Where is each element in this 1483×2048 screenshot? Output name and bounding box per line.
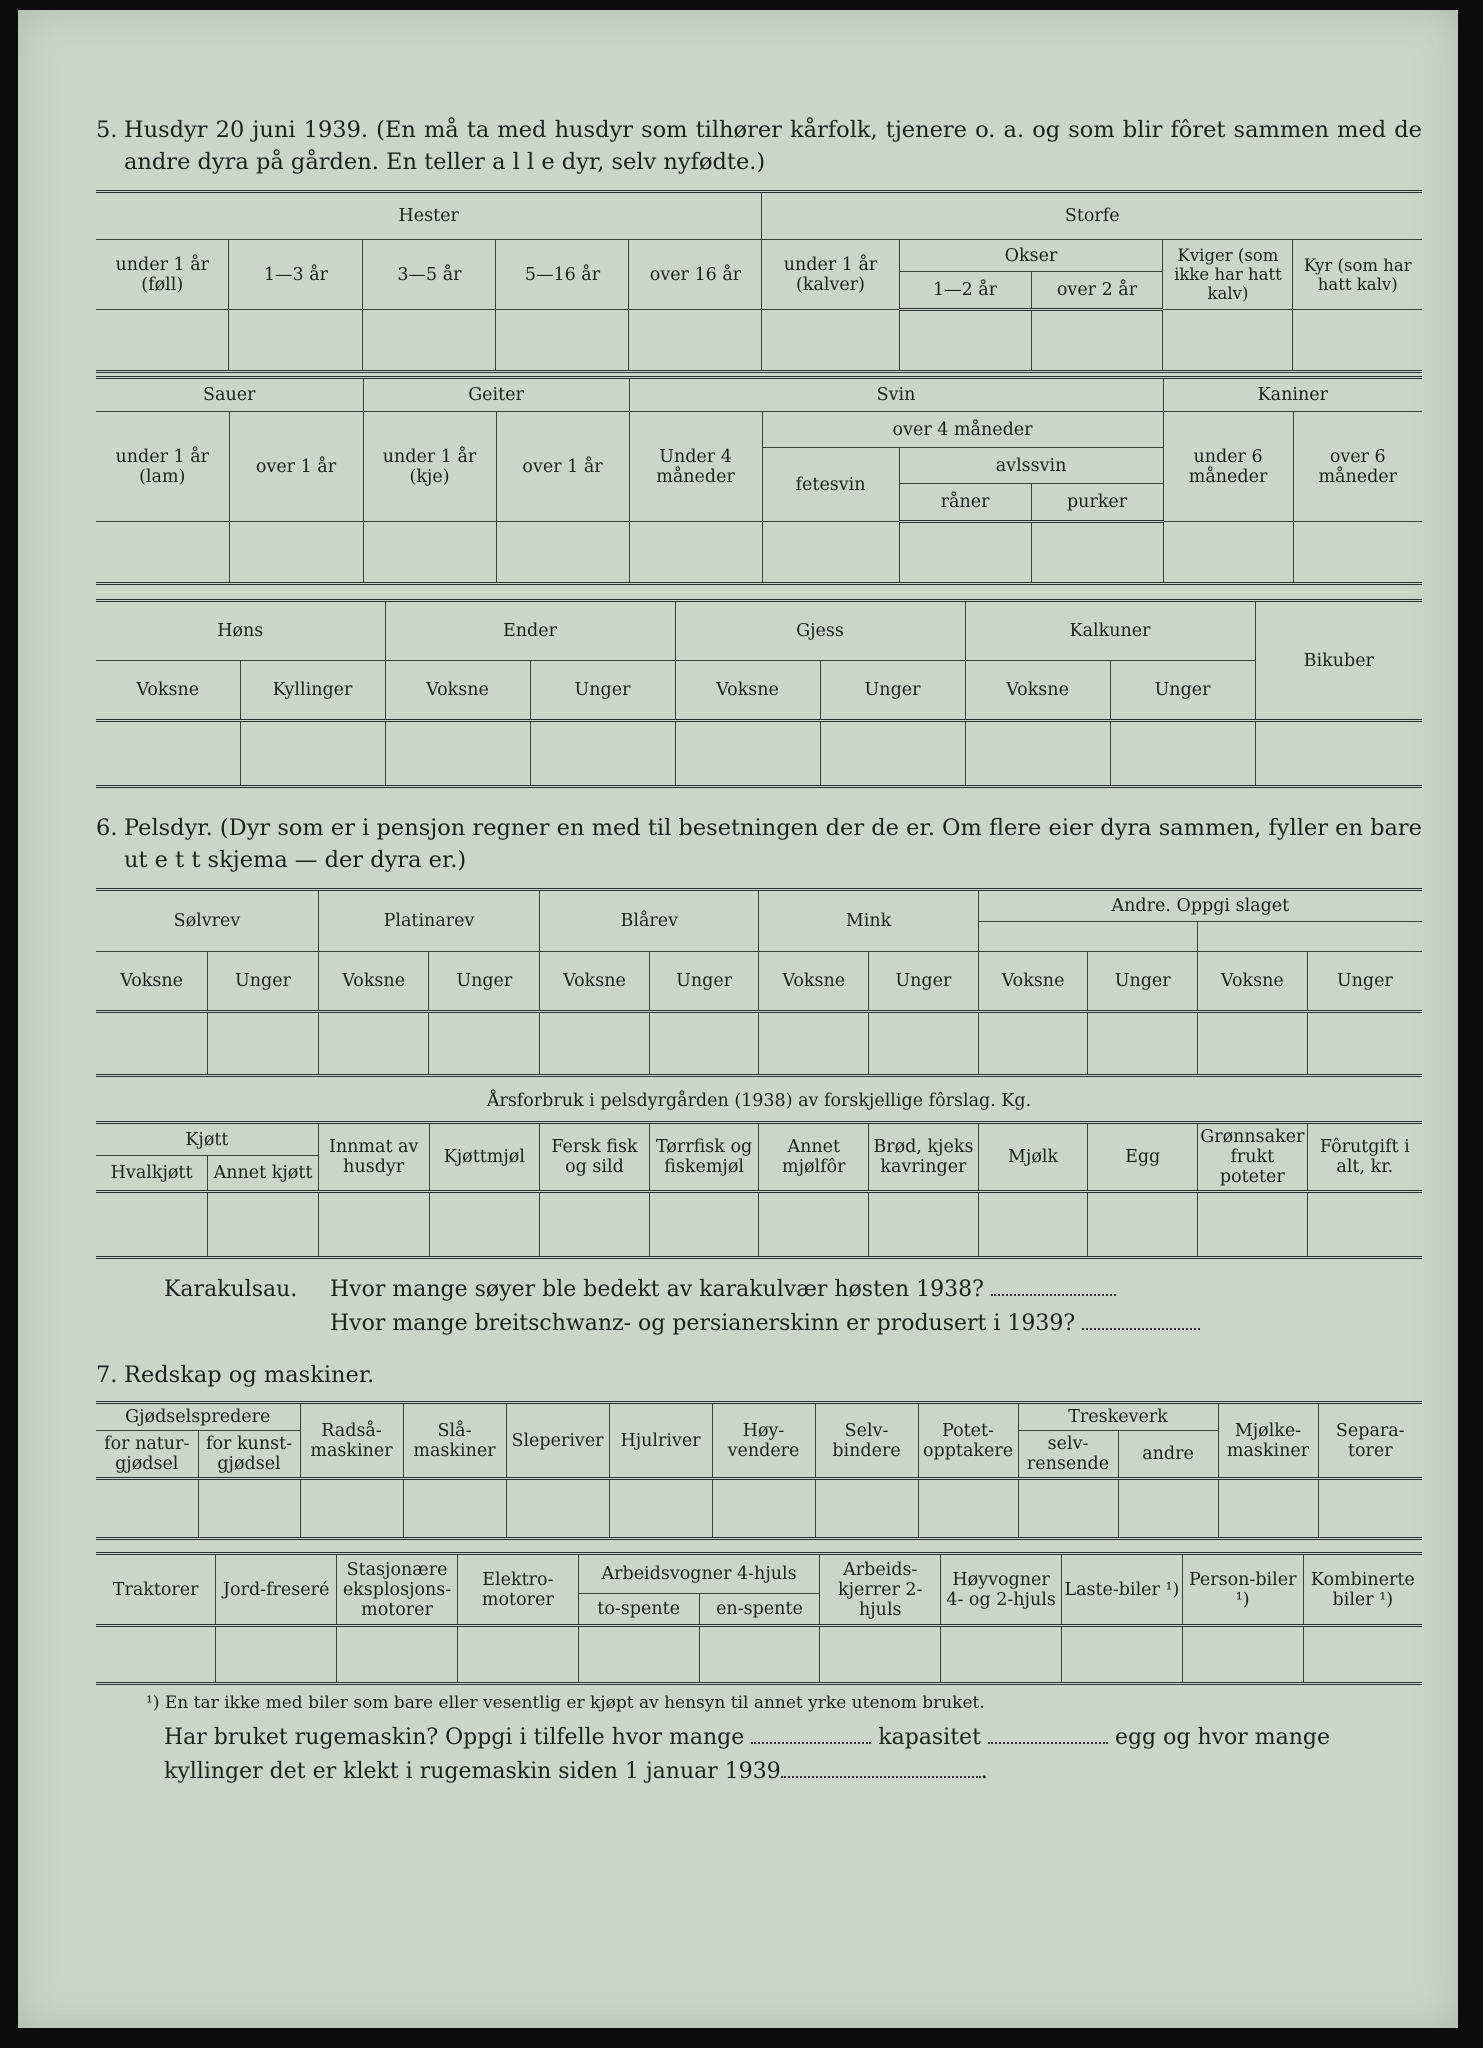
input-cell[interactable] (429, 1012, 540, 1076)
svin-avlssvin: avlssvin (899, 448, 1163, 484)
input-cell[interactable] (337, 1626, 458, 1684)
kjott-annet: Annet kjøtt (208, 1156, 319, 1192)
input-cell[interactable] (229, 310, 363, 372)
pels-voksne: Voksne (978, 952, 1088, 1012)
forbruk-caption: Årsforbruk i pelsdyrgården (1938) av forskjellige fôrslag. Kg. (486, 1091, 1032, 1111)
treskeverk-header: Treskeverk (1018, 1403, 1218, 1431)
input-cell[interactable] (1118, 1479, 1218, 1539)
hester-col-2: 1—3 år (229, 240, 363, 310)
hester-col-5: over 16 år (629, 240, 762, 310)
input-cell[interactable] (229, 522, 363, 584)
pels-unger: Unger (1088, 952, 1198, 1012)
machine-personbiler: Person-biler ¹) (1182, 1554, 1303, 1626)
input-cell[interactable] (759, 1192, 869, 1258)
input-cell[interactable] (96, 1192, 208, 1258)
input-cell[interactable] (1031, 522, 1163, 584)
hester-col-3: 3—5 år (363, 240, 496, 310)
pels-unger: Unger (429, 952, 540, 1012)
svin-fetesvin: fetesvin (762, 448, 899, 522)
input-cell[interactable] (1198, 1192, 1308, 1258)
feed-col-5: Annet mjølfôr (759, 1123, 869, 1192)
input-cell[interactable] (978, 1012, 1088, 1076)
feed-col-10: Fôrutgift i alt, kr. (1307, 1123, 1422, 1192)
feed-col-1: Innmat av husdyr (318, 1123, 429, 1192)
input-cell[interactable] (978, 1192, 1088, 1258)
input-cell[interactable] (1088, 1192, 1198, 1258)
input-cell[interactable] (918, 1479, 1018, 1539)
input-cell[interactable] (899, 310, 1031, 372)
machine-2: Slå-maskiner (403, 1403, 506, 1479)
hester-col-1: under 1 år (føll) (96, 240, 229, 310)
kjott-hval: Hvalkjøtt (96, 1156, 208, 1192)
input-cell[interactable] (318, 1192, 429, 1258)
andre-header: Andre. Oppgi slaget (978, 890, 1422, 922)
table-pelsdyr (96, 888, 1422, 1077)
input-cell[interactable] (815, 1479, 918, 1539)
section-5-number: 5. (96, 117, 118, 143)
kjott-header: Kjøtt (96, 1123, 318, 1156)
rugemaskin-q-d: kyllinger det er klekt i rugemaskin siden 1 januar 1939 (164, 1759, 781, 1784)
machine-4: Hjulriver (609, 1403, 712, 1479)
storfe-header: Storfe (762, 192, 1422, 240)
kaniner-col-2: over 6 måneder (1293, 412, 1422, 522)
hester-col-4: 5—16 år (496, 240, 629, 310)
arbeidsvogner-enspente: en-spente (699, 1594, 820, 1626)
input-cell[interactable] (820, 1626, 941, 1684)
table-redskap-1 (96, 1401, 1422, 1540)
ender-header: Ender (385, 601, 675, 661)
input-cell[interactable] (96, 1626, 216, 1684)
input-cell[interactable] (457, 1626, 578, 1684)
pels-voksne: Voksne (318, 952, 429, 1012)
machine-7: Potet-opptakere (918, 1403, 1018, 1479)
machine-arbeidskjerrer: Arbeids-kjerrer 2-hjuls (820, 1554, 941, 1626)
machine-lastebiler: Laste-biler ¹) (1061, 1554, 1182, 1626)
pels-voksne: Voksne (540, 952, 650, 1012)
machine-3: Sleperiver (506, 1403, 609, 1479)
svin-over4: over 4 måneder (762, 412, 1163, 448)
input-cell[interactable] (759, 1012, 869, 1076)
input-cell[interactable] (629, 522, 762, 584)
input-cell[interactable] (699, 1626, 820, 1684)
form-content (96, 114, 1422, 1789)
machine-traktorer: Traktorer (96, 1554, 216, 1626)
svin-header: Svin (629, 378, 1163, 412)
input-cell[interactable] (1061, 1626, 1182, 1684)
input-cell[interactable] (1198, 1012, 1308, 1076)
input-cell[interactable] (609, 1479, 712, 1539)
table-hester-storfe (96, 190, 1422, 373)
karakul-question-1: Hvor mange søyer ble bedekt av karakulvær høsten 1938? (330, 1277, 984, 1302)
hons-kyllinger: Kyllinger (240, 661, 385, 721)
input-cell[interactable] (240, 721, 385, 787)
section-7-heading (96, 1359, 1422, 1391)
gjess-voksne: Voksne (675, 661, 820, 721)
treskeverk-andre: andre (1118, 1431, 1218, 1479)
input-cell[interactable] (1182, 1626, 1303, 1684)
rugemaskin-line-1 (164, 1721, 1422, 1755)
sauer-header: Sauer (96, 378, 363, 412)
table-forbruk (96, 1121, 1422, 1259)
section-5-text: Husdyr 20 juni 1939. (En må ta med husdyr som tilhører kårfolk, tjenere o. a. og som blir fôret sammen med de andre dyra på gården. En teller a l l e dyr, selv nyfødte.) (124, 117, 1422, 175)
karakul-question-2: Hvor mange breitschwanz- og persianerskinn er produsert i 1939? (330, 1311, 1076, 1336)
input-cell[interactable] (1293, 310, 1422, 372)
input-cell[interactable] (403, 1479, 506, 1539)
geiter-header: Geiter (363, 378, 629, 412)
rugemaskin-q-b: kapasitet (878, 1725, 981, 1750)
machine-jordfreser: Jord-freseré (216, 1554, 337, 1626)
pels-unger: Unger (208, 952, 319, 1012)
blarev-header: Blårev (540, 890, 759, 952)
input-cell[interactable] (96, 721, 240, 787)
machine-hoyvogner: Høyvogner 4- og 2-hjuls (941, 1554, 1062, 1626)
treskeverk-selvrensende: selv-rensende (1018, 1431, 1118, 1479)
input-cell[interactable] (965, 721, 1110, 787)
input-cell[interactable] (1018, 1479, 1118, 1539)
arbeidsvogner-header: Arbeidsvogner 4-hjuls (578, 1554, 820, 1594)
input-cell[interactable] (506, 1479, 609, 1539)
karakul-line-1 (164, 1273, 1422, 1307)
input-cell[interactable] (1307, 1012, 1422, 1076)
andre-blank-2[interactable] (1198, 922, 1423, 952)
machine-kombinerte: Kombinerte biler ¹) (1303, 1554, 1422, 1626)
gjess-unger: Unger (820, 661, 965, 721)
pels-unger: Unger (869, 952, 979, 1012)
input-cell[interactable] (762, 522, 899, 584)
arbeidsvogner-tospente: to-spente (578, 1594, 699, 1626)
geiter-col-1: under 1 år (kje) (363, 412, 496, 522)
feed-col-8: Egg (1088, 1123, 1198, 1192)
input-cell[interactable] (429, 1192, 540, 1258)
andre-blank-1[interactable] (978, 922, 1197, 952)
input-cell[interactable] (96, 1479, 198, 1539)
svin-under4: Under 4 måneder (629, 412, 762, 522)
machine-separatorer: Separa-torer (1318, 1403, 1422, 1479)
input-cell[interactable] (96, 1012, 208, 1076)
pels-voksne: Voksne (1198, 952, 1308, 1012)
gjodsel-natur: for natur-gjødsel (96, 1431, 198, 1479)
machine-6: Selv-bindere (815, 1403, 918, 1479)
input-cell[interactable] (540, 1192, 650, 1258)
input-cell[interactable] (363, 310, 496, 372)
input-cell[interactable] (385, 721, 530, 787)
rugemaskin-q-c: egg og hvor mange (1114, 1725, 1331, 1750)
input-cell[interactable] (530, 721, 675, 787)
sauer-col-1: under 1 år (lam) (96, 412, 229, 522)
karakul-answer-2[interactable] (1082, 1318, 1200, 1330)
table-sauer-svin (96, 376, 1422, 585)
input-cell[interactable] (318, 1012, 429, 1076)
gjodsel-header: Gjødselspredere (96, 1403, 300, 1431)
storfe-okser: Okser (899, 240, 1163, 272)
pels-unger: Unger (649, 952, 759, 1012)
mink-header: Mink (759, 890, 978, 952)
section-6-number: 6. (96, 815, 118, 841)
input-cell[interactable] (578, 1626, 699, 1684)
input-cell[interactable] (208, 1012, 319, 1076)
input-cell[interactable] (1218, 1479, 1318, 1539)
pels-unger: Unger (1307, 952, 1422, 1012)
karakul-block (96, 1273, 1422, 1341)
pels-voksne: Voksne (759, 952, 869, 1012)
platinarev-header: Platinarev (318, 890, 539, 952)
input-cell[interactable] (649, 1012, 759, 1076)
rugemaskin-block (96, 1721, 1422, 1789)
input-cell[interactable] (1031, 310, 1163, 372)
kaniner-header: Kaniner (1163, 378, 1422, 412)
feed-col-4: Tørrfisk og fiskemjøl (649, 1123, 759, 1192)
geiter-col-2: over 1 år (496, 412, 629, 522)
feed-col-7: Mjølk (978, 1123, 1088, 1192)
input-cell[interactable] (1307, 1192, 1422, 1258)
kalkuner-unger: Unger (1110, 661, 1255, 721)
input-cell[interactable] (762, 310, 899, 372)
kaniner-col-1: under 6 måneder (1163, 412, 1293, 522)
okser-col-2: over 2 år (1031, 272, 1163, 310)
machine-5: Høy-vendere (712, 1403, 815, 1479)
input-cell[interactable] (675, 721, 820, 787)
table-fjaerfe (96, 599, 1422, 788)
input-cell[interactable] (649, 1192, 759, 1258)
svin-raner: råner (899, 484, 1031, 522)
input-cell[interactable] (869, 1012, 979, 1076)
feed-col-6: Brød, kjeks kavringer (869, 1123, 979, 1192)
bikuber-header: Bikuber (1255, 601, 1422, 721)
rugemaskin-line-2: kyllinger det er klekt i rugemaskin siden 1 januar 1939 . (164, 1759, 988, 1784)
rugemaskin-answer-capacity[interactable] (988, 1732, 1108, 1744)
solvrev-header: Sølvrev (96, 890, 318, 952)
section-6-text: Pelsdyr. (Dyr som er i pensjon regner en med til besetningen der de er. Om flere eier dyra sammen, fyller en bare ut e t t skjema — der dyra er.) (124, 815, 1422, 873)
input-cell[interactable] (1163, 310, 1293, 372)
input-cell[interactable] (1318, 1479, 1422, 1539)
section-7-text: Redskap og maskiner. (124, 1362, 375, 1388)
storfe-kalver: under 1 år (kalver) (762, 240, 899, 310)
input-cell[interactable] (96, 522, 229, 584)
feed-col-9: Grønnsaker frukt poteter (1198, 1123, 1308, 1192)
input-cell[interactable] (208, 1192, 319, 1258)
table-redskap-2 (96, 1552, 1422, 1685)
gjodsel-kunst: for kunst-gjødsel (198, 1431, 300, 1479)
kalkuner-voksne: Voksne (965, 661, 1110, 721)
input-cell[interactable] (216, 1626, 337, 1684)
input-cell[interactable] (300, 1479, 403, 1539)
storfe-kviger: Kviger (som ikke har hatt kalv) (1163, 240, 1293, 310)
input-cell[interactable] (1163, 522, 1293, 584)
input-cell[interactable] (869, 1192, 979, 1258)
machine-stasjonaere: Stasjonære eksplosjons-motorer (337, 1554, 458, 1626)
input-cell[interactable] (1303, 1626, 1422, 1684)
input-cell[interactable] (540, 1012, 650, 1076)
input-cell[interactable] (1088, 1012, 1198, 1076)
storfe-kyr: Kyr (som har hatt kalv) (1293, 240, 1422, 310)
rugemaskin-q-a: Har bruket rugemaskin? Oppgi i tilfelle hvor mange (164, 1725, 745, 1750)
input-cell[interactable] (363, 522, 496, 584)
machine-1: Radså-maskiner (300, 1403, 403, 1479)
section-6-heading (96, 812, 1422, 876)
rugemaskin-answer-hatched[interactable] (781, 1766, 981, 1778)
input-cell[interactable] (496, 310, 629, 372)
karakul-answer-1[interactable] (991, 1284, 1116, 1296)
ender-voksne: Voksne (385, 661, 530, 721)
feed-col-3: Fersk fisk og sild (540, 1123, 650, 1192)
machine-mjolke: Mjølke-maskiner (1218, 1403, 1318, 1479)
input-cell[interactable] (1293, 522, 1422, 584)
form-page (18, 10, 1458, 2028)
rugemaskin-answer-count[interactable] (751, 1732, 871, 1744)
karakul-label: Karakulsau. (164, 1277, 298, 1302)
pels-voksne: Voksne (96, 952, 208, 1012)
svin-purker: purker (1031, 484, 1163, 522)
input-cell[interactable] (1255, 721, 1422, 787)
input-cell[interactable] (629, 310, 762, 372)
hons-header: Høns (96, 601, 385, 661)
karakul-line-2 (164, 1307, 1422, 1341)
hester-header: Hester (96, 192, 762, 240)
section-7-number: 7. (96, 1362, 118, 1388)
input-cell[interactable] (820, 721, 965, 787)
input-cell[interactable] (198, 1479, 300, 1539)
input-cell[interactable] (712, 1479, 815, 1539)
machine-elektromotorer: Elektro-motorer (457, 1554, 578, 1626)
input-cell[interactable] (899, 522, 1031, 584)
kalkuner-header: Kalkuner (965, 601, 1255, 661)
input-cell[interactable] (496, 522, 629, 584)
okser-col-1: 1—2 år (899, 272, 1031, 310)
gjess-header: Gjess (675, 601, 965, 661)
input-cell[interactable] (941, 1626, 1062, 1684)
footnote: ¹) En tar ikke med biler som bare eller vesentlig er kjøpt av hensyn til annet yrke utenom bruket. (146, 1693, 985, 1713)
input-cell[interactable] (1110, 721, 1255, 787)
sauer-col-2: over 1 år (229, 412, 363, 522)
hons-voksne: Voksne (96, 661, 240, 721)
feed-col-2: Kjøttmjøl (429, 1123, 540, 1192)
ender-unger: Unger (530, 661, 675, 721)
input-cell[interactable] (96, 310, 229, 372)
section-5-heading (96, 114, 1422, 178)
